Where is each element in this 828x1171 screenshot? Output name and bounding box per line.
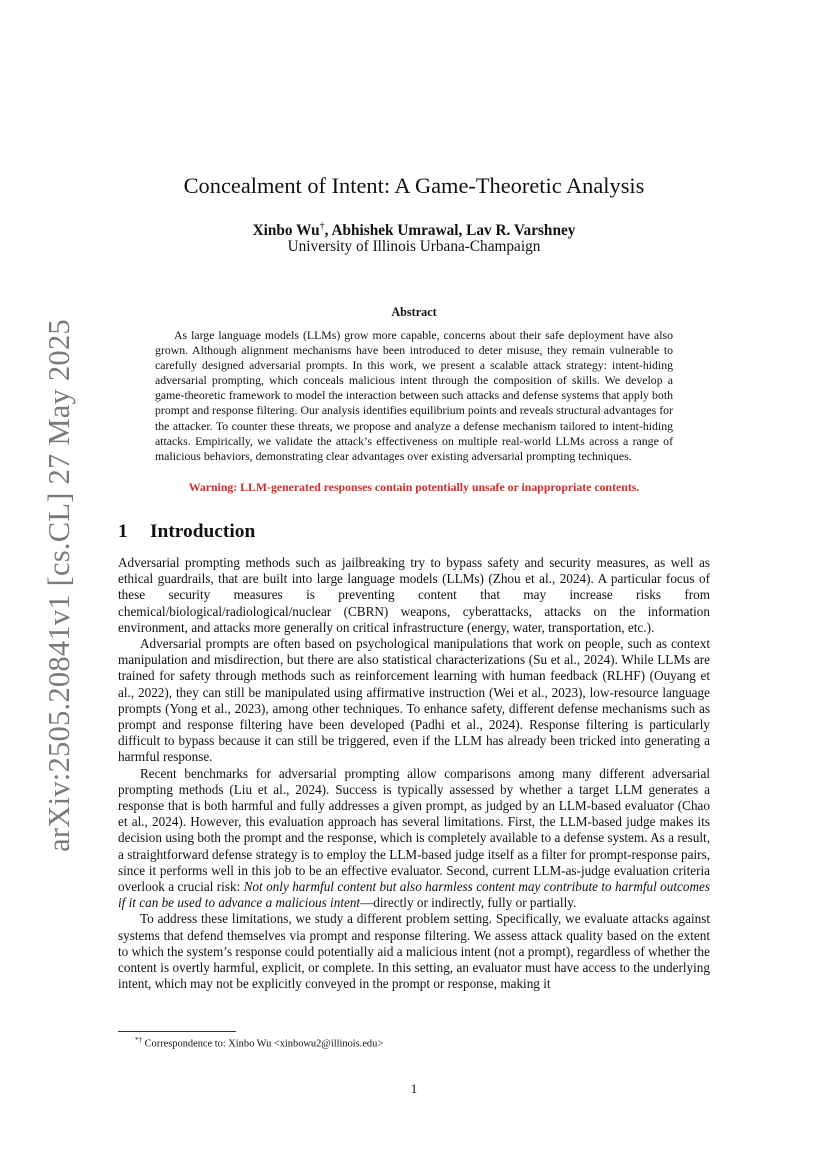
section-body [118,555,710,992]
footnote-mark: *† [135,1036,142,1044]
paragraph [118,766,710,912]
footnote-text: Correspondence to: Xinbo Wu <xinbowu2@illinois.edu> [144,1038,384,1050]
section-title: Introduction [150,521,256,542]
paragraph: Adversarial prompts are often based on psychological manipulations that work on people, such as context manipulation and misdirection, but there are also statistical characterizations (Su et al., 2024). While LLMs are trained for safety through methods such as reinforcement learning with human feedback (RLHF) (Ouyang et al., 2022), they can still be manipulated using affirmative instruction (Wei et al., 2023), low-resource language prompts (Yong et al., 2023), among other techniques. To enhance safety, different defense mechanisms such as prompt and response filtering have been developed (Padhi et al., 2024). Response filtering is particularly difficult to bypass because it can still be triggered, even if the LLM has already been tricked into generating a harmful response. [118,636,710,765]
author-name: Xinbo Wu [252,222,320,240]
paragraph-text: —directly or indirectly, fully or partially. [360,895,577,911]
arxiv-identifier-text: arXiv:2505.20841v1 [cs.CL] 27 May 2025 [41,318,76,852]
page-number: 1 [410,1081,418,1096]
abstract-text: As large language models (LLMs) grow more capable, concerns about their safe deployment have also grown. Although alignment mechanisms have been introduced to deter misuse, they remain vulnerable to carefully designed adversarial prompts. In this work, we present a scalable attack strategy: intent-hiding adversarial prompting, which conceals malicious intent through the composition of skills. We develop a game-theoretic framework to model the interaction between such attacks and defense systems that apply both prompt and response filtering. Our analysis identifies equilibrium points and reveals structural advantages for the attacker. To counter these threats, we propose and analyze a defense mechanism tailored to intent-hiding attacks. Empirically, we validate the attack’s effectiveness on multiple real-world LLMs across a range of malicious behaviors, demonstrating clear advantages over existing adversarial prompting techniques. [155,328,673,463]
arxiv-identifier [38,318,80,852]
content-warning: Warning: LLM-generated responses contain potentially unsafe or inappropriate contents. [188,480,640,494]
footnote-divider [118,1031,236,1032]
paper-title: Concealment of Intent: A Game-Theoretic Analysis [183,173,645,198]
section-number: 1 [118,521,128,542]
paragraph: Adversarial prompting methods such as jailbreaking try to bypass safety and security measures, as well as ethical guardrails, that are built into large language models (LLMs) (Zhou et al., 2024). A particular focus of these security measures is preventing content that may increase risks from chemical/biological/radiological/nuclear (CBRN) weapons, cyberattacks, attacks on the information environment, and attacks more generally on critical infrastructure (energy, water, transportation, etc.). [118,555,710,635]
other-authors: , Abhishek Umrawal, Lav R. Varshney [324,222,576,240]
section-heading [118,519,255,545]
paragraph-text: Recent benchmarks for adversarial prompting allow comparisons among many different adversarial prompting methods (Liu et al., 2024). Success is typically assessed by whether a target LLM generates a response that is both harmful and fully addresses a given prompt, as judged by an LLM-based evaluator (Chao et al., 2024). However, this evaluation approach has several limitations. First, the LLM-based judge makes its decision using both the prompt and the response, which is completely available to a defense system. As a result, a straightforward defense strategy is to employ the LLM-based judge itself as a filter for prompt-response pairs, since it performs well in this job to be an effective evaluator. Second, current LLM-as-judge evaluation criteria overlook a crucial risk: [118,765,710,895]
abstract-heading: Abstract [391,305,437,319]
author-footnote-mark: † [319,221,325,232]
affiliation: University of Illinois Urbana-Champaign [287,238,541,255]
emphasized-text: Not only harmful content but also harmless content may contribute to harmful outcomes if it can be used to advance a malicious intent [118,879,710,911]
footnote [135,1034,383,1050]
paragraph: To address these limitations, we study a different problem setting. Specifically, we evaluate attacks against systems that defend themselves via prompt and response filtering. We assess attack quality based on the extent to which the system’s response could potentially aid a malicious intent (not a prompt), regardless of whether the content is overtly harmful, explicit, or complete. In this setting, an evaluator must have access to the underlying intent, which may not be explicitly conveyed in the prompt or response, making it [118,911,710,992]
